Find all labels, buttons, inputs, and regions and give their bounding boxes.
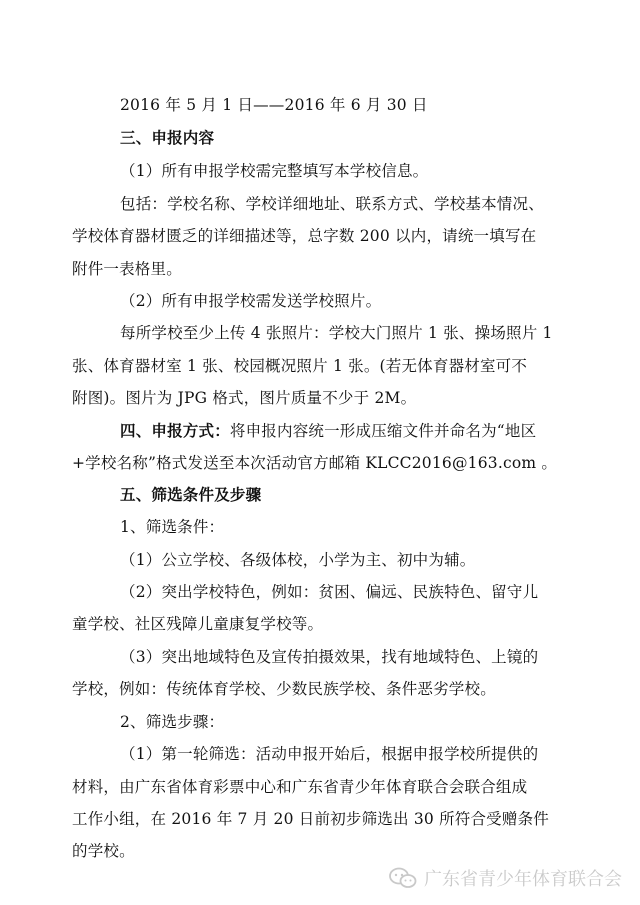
- condition-3-line-1: （3）突出地域特色及宣传拍摄效果，找有地域特色、上镜的: [120, 648, 539, 666]
- section-3-include-line-3: 附件一表格里。: [72, 260, 182, 278]
- section-3-item-2: （2）所有申报学校需发送学校照片。: [120, 292, 382, 310]
- step-1-line-3: 工作小组，在 2016 年 7 月 20 日前初步筛选出 30 所符合受赠条件: [72, 810, 549, 828]
- section-3-item-1: （1）所有申报学校需完整填写本学校信息。: [120, 162, 429, 180]
- section-3-include-line-1: 包括：学校名称、学校详细地址、联系方式、学校基本情况、: [120, 195, 544, 213]
- section-5-sub-1: 1、筛选条件：: [120, 518, 225, 536]
- section-4-line-1: [120, 421, 536, 441]
- condition-2-line-2: 童学校、社区残障儿童康复学校等。: [72, 615, 324, 633]
- date-range: 2016 年 5 月 1 日——2016 年 6 月 30 日: [120, 96, 428, 114]
- section-4-heading: 四、申报方式：: [120, 421, 230, 440]
- watermark: [388, 865, 622, 891]
- section-5-sub-2: 2、筛选步骤：: [120, 713, 225, 731]
- condition-1: （1）公立学校、各级体校，小学为主、初中为辅。: [120, 551, 476, 569]
- section-4-line-2: +学校名称”格式发送至本次活动官方邮箱 KLCC2016@163.com 。: [72, 454, 558, 472]
- step-1-line-4: 的学校。: [72, 842, 135, 860]
- section-5-heading: 五、筛选条件及步骤: [120, 485, 262, 504]
- section-3-photo-line-2: 张、体育器材室 1 张、校园概况照片 1 张。(若无体育器材室可不: [72, 357, 528, 375]
- section-3-heading: 三、申报内容: [120, 128, 215, 147]
- section-3-photo-line-1: 每所学校至少上传 4 张照片：学校大门照片 1 张、操场照片 1: [120, 324, 553, 342]
- section-3-photo-line-3: 附图)。图片为 JPG 格式，图片质量不少于 2M。: [72, 389, 417, 407]
- condition-3-line-2: 学校，例如：传统体育学校、少数民族学校、条件恶劣学校。: [72, 680, 496, 698]
- watermark-text: 广东省青少年体育联合会: [424, 869, 622, 890]
- condition-2-line-1: （2）突出学校特色，例如：贫困、偏远、民族特色、留守儿: [120, 583, 539, 601]
- wechat-icon: [388, 866, 418, 890]
- section-4-text: 将申报内容统一形成压缩文件并命名为“地区: [229, 422, 537, 440]
- section-3-include-line-2: 学校体育器材匮乏的详细描述等，总字数 200 以内，请统一填写在: [72, 227, 537, 245]
- step-1-line-2: 材料，由广东省体育彩票中心和广东省青少年体育联合会联合组成: [72, 778, 528, 796]
- step-1-line-1: （1）第一轮筛选：活动申报开始后，根据申报学校所提供的: [120, 745, 539, 763]
